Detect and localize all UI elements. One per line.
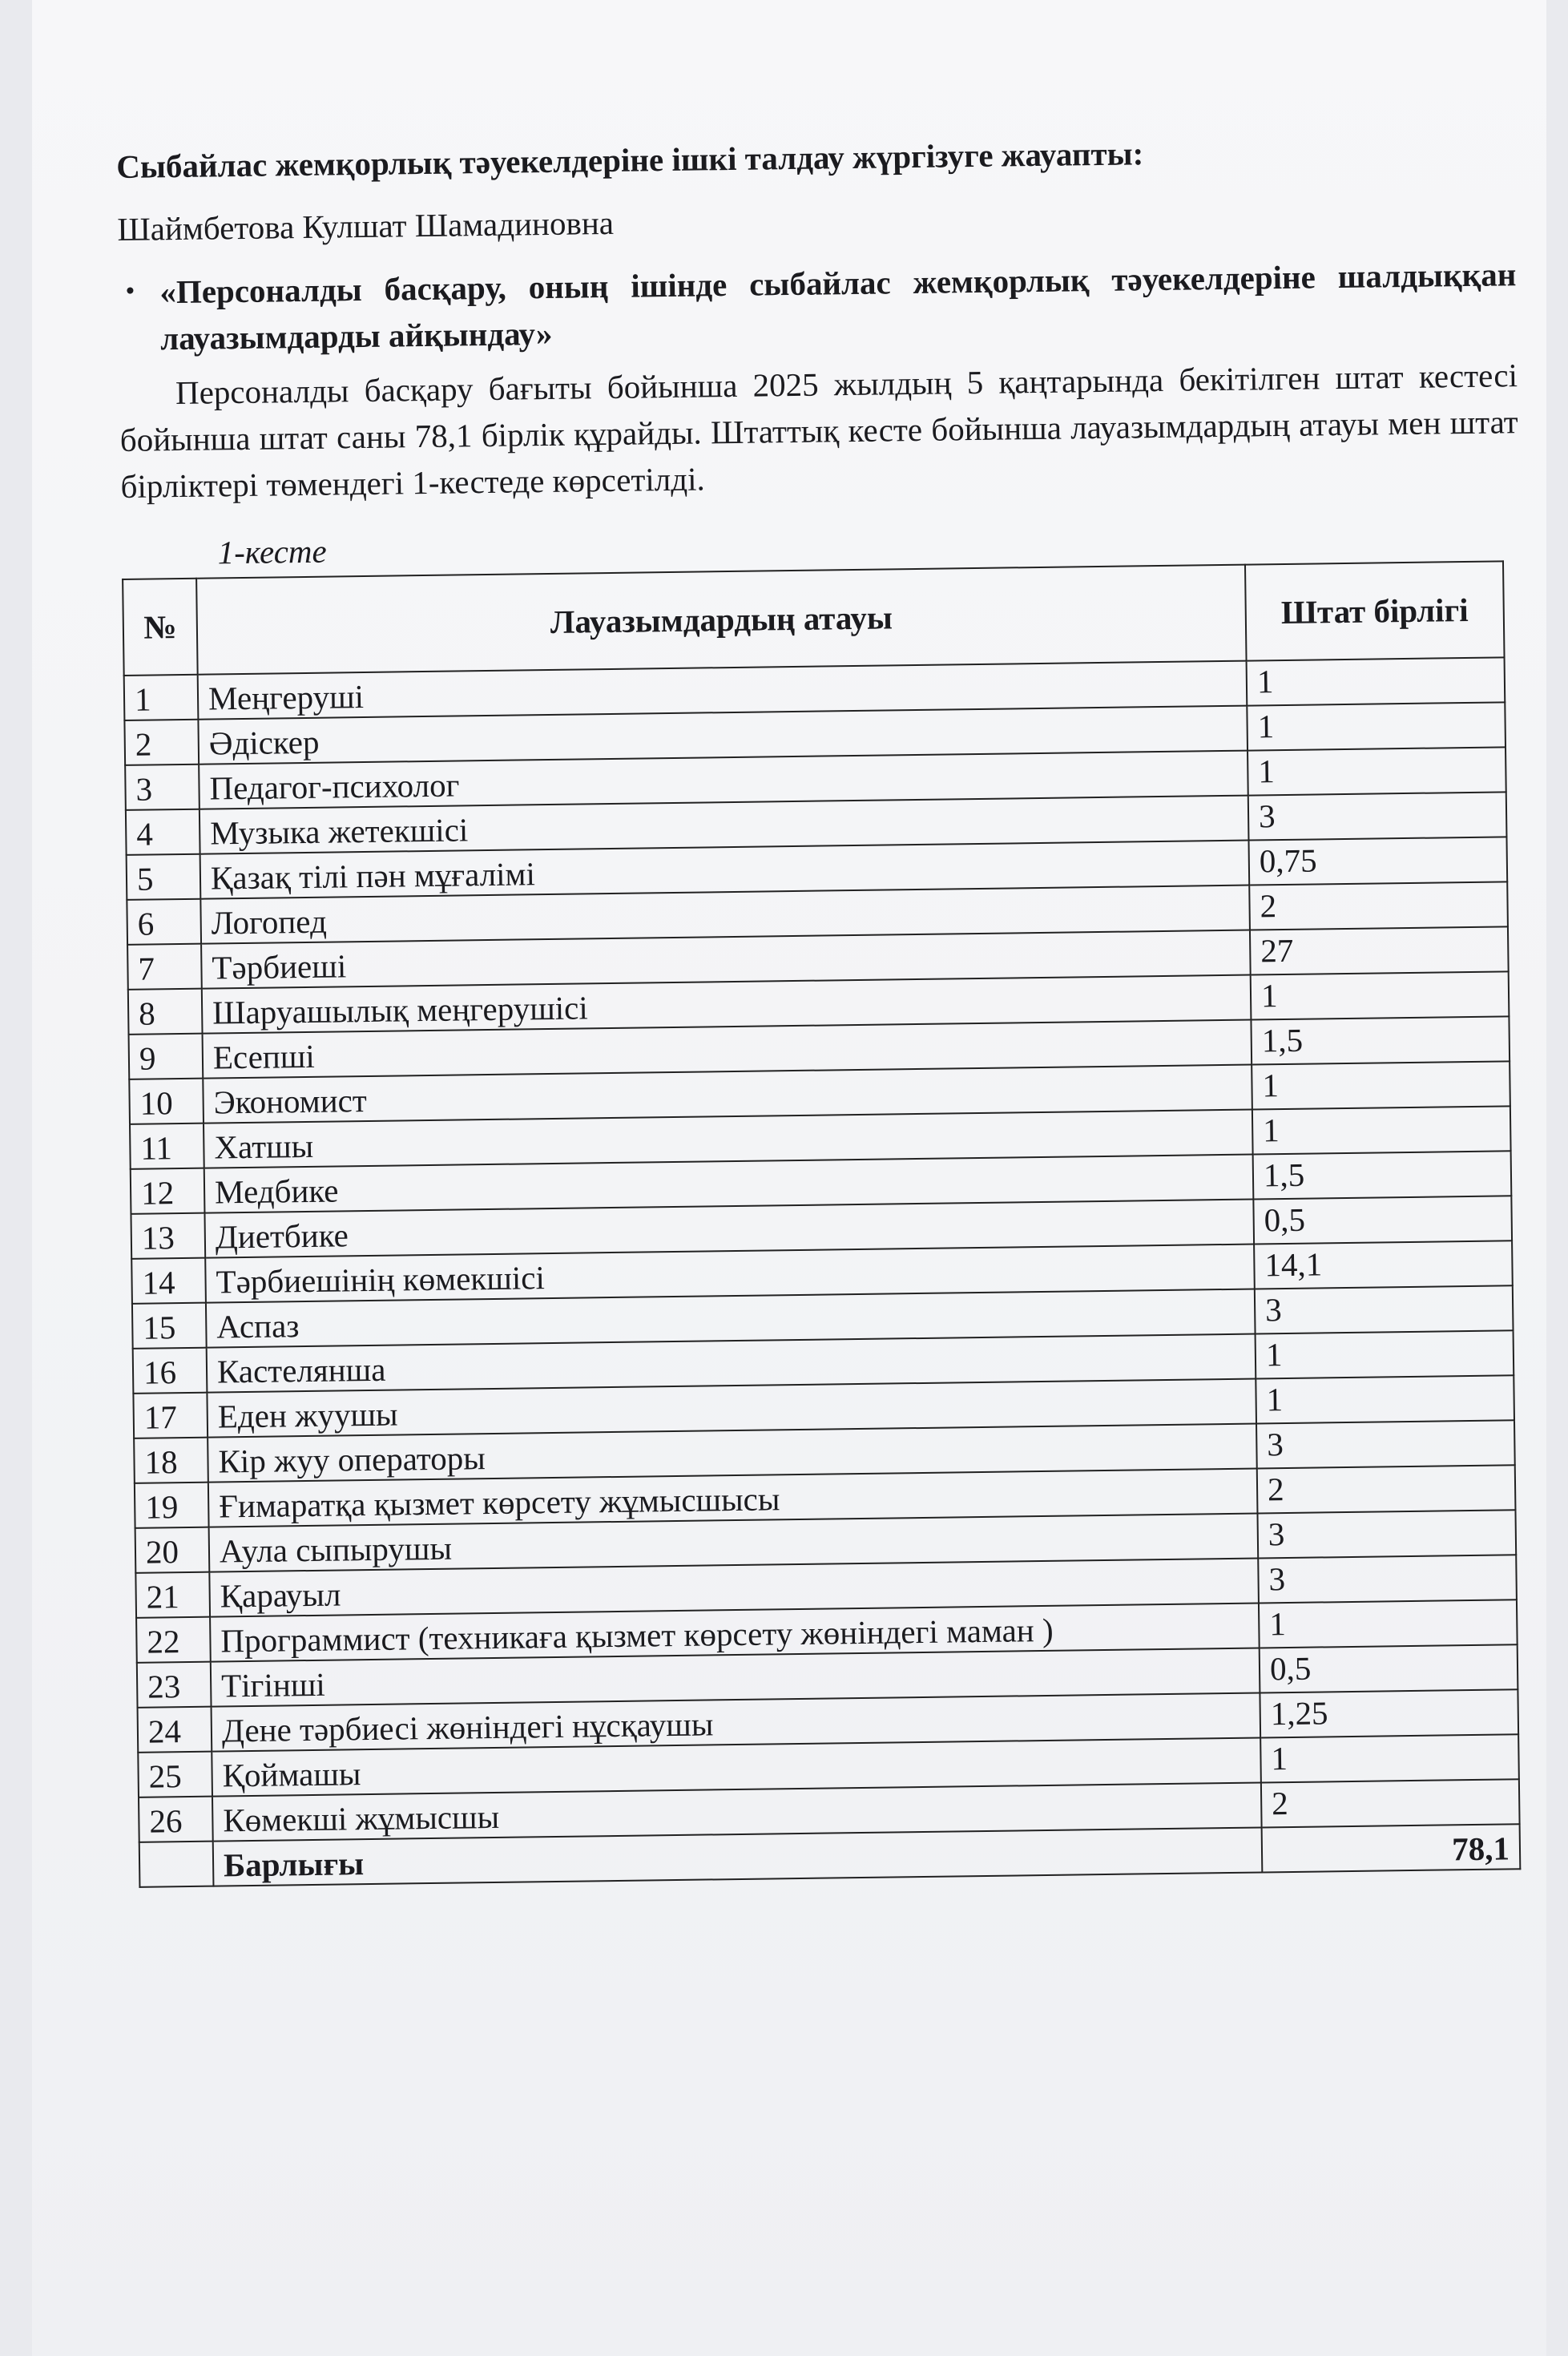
row-number: 23	[137, 1662, 212, 1708]
row-number: 11	[130, 1124, 204, 1169]
row-number: 4	[126, 809, 200, 855]
row-position-name: Кір жуу операторы	[208, 1424, 1257, 1483]
header-position-name: Лауазымдардың атауы	[196, 565, 1246, 675]
row-number: 8	[128, 989, 203, 1035]
document-page	[32, 0, 1546, 2356]
row-position-name: Логопед	[200, 886, 1250, 944]
row-staff-unit: 3	[1256, 1420, 1515, 1468]
table-body	[124, 657, 1520, 1842]
row-number: 24	[138, 1707, 212, 1753]
row-staff-unit: 1	[1251, 971, 1510, 1019]
row-staff-unit: 3	[1258, 1555, 1517, 1603]
row-position-name: Музыка жетекшісі	[200, 796, 1249, 854]
row-staff-unit: 1	[1247, 702, 1506, 750]
row-staff-unit: 1	[1248, 747, 1506, 795]
row-position-name: Қазақ тілі пән мұғалімі	[200, 841, 1250, 899]
bullet-title: «Персоналды басқару, оның ішінде сыбайлас жемқорлық тәуекелдеріне шалдыққан лауазымдарды айқындау»	[159, 256, 1517, 357]
row-staff-unit: 1,25	[1260, 1689, 1518, 1737]
row-position-name: Қоймашы	[212, 1737, 1261, 1796]
row-staff-unit: 3	[1257, 1510, 1516, 1558]
row-position-name: Хатшы	[204, 1110, 1253, 1168]
row-staff-unit: 3	[1248, 792, 1507, 840]
row-position-name: Диетбике	[204, 1200, 1254, 1258]
responsible-person: Шаймбетова Кулшат Шамадиновна	[117, 204, 615, 248]
row-position-name: Көмекші жұмысшы	[212, 1782, 1262, 1841]
row-staff-unit: 1	[1252, 1061, 1510, 1109]
row-position-name: Дене тәрбиесі жөніндегі нұсқаушы	[212, 1692, 1261, 1751]
row-number: 22	[136, 1617, 211, 1663]
row-position-name: Экономист	[203, 1065, 1252, 1124]
row-number: 12	[131, 1168, 205, 1214]
row-position-name: Аула сыпырушы	[209, 1514, 1259, 1572]
page-content	[116, 126, 1537, 1888]
row-number: 13	[131, 1213, 205, 1259]
row-number: 18	[134, 1438, 208, 1483]
row-position-name: Аспаз	[206, 1289, 1256, 1348]
staff-table	[122, 560, 1521, 1887]
total-value: 78,1	[1262, 1824, 1521, 1872]
row-number: 20	[135, 1527, 210, 1573]
row-staff-unit: 1	[1252, 1106, 1511, 1154]
body-paragraph: Персоналды басқару бағыты бойынша 2025 жылдың 5 қаңтарында бекітілген штат кестесі бойынша штат саны 78,1 бірлік құрайды. Штаттық кесте бойынша лауазымдардың атауы мен штат бірліктері төмендегі 1-кестеде көрсетілді.	[119, 357, 1518, 505]
row-position-name: Тәрбиеші	[201, 930, 1251, 989]
row-number: 16	[133, 1348, 208, 1394]
row-number: 10	[129, 1079, 204, 1124]
row-number: 19	[135, 1483, 209, 1528]
row-staff-unit: 27	[1250, 926, 1509, 974]
total-empty-cell	[139, 1842, 214, 1887]
row-staff-unit: 0,75	[1248, 837, 1507, 885]
row-position-name: Кастелянша	[207, 1334, 1256, 1393]
row-staff-unit: 3	[1255, 1285, 1514, 1333]
bullet-item	[118, 251, 1517, 362]
row-staff-unit: 1,5	[1253, 1151, 1512, 1199]
row-number: 2	[124, 720, 199, 765]
row-number: 21	[135, 1572, 210, 1618]
row-staff-unit: 1	[1247, 657, 1506, 705]
row-staff-unit: 2	[1249, 881, 1508, 930]
total-label: Барлығы	[213, 1827, 1263, 1886]
table-caption: 1-кесте	[217, 532, 327, 571]
row-position-name: Әдіскер	[198, 706, 1248, 764]
section-heading: Сыбайлас жемқорлық тәуекелдеріне ішкі талдау жүргізуге жауапты:	[116, 135, 1144, 185]
row-number: 14	[131, 1258, 206, 1304]
table-header-row	[123, 561, 1504, 676]
row-number: 9	[129, 1034, 204, 1079]
row-staff-unit: 1	[1256, 1330, 1514, 1378]
row-position-name: Тәрбиешінің көмекшісі	[205, 1245, 1255, 1303]
row-number: 7	[127, 944, 202, 990]
row-staff-unit: 2	[1257, 1465, 1516, 1513]
row-position-name: Педагог-психолог	[199, 751, 1248, 809]
header-staff-unit: Штат бірлігі	[1245, 561, 1505, 660]
row-number: 26	[139, 1797, 213, 1842]
row-position-name: Еден жуушы	[207, 1379, 1256, 1438]
row-number: 15	[132, 1303, 207, 1349]
row-staff-unit: 1	[1260, 1734, 1519, 1782]
row-staff-unit: 1	[1259, 1600, 1518, 1648]
row-staff-unit: 1	[1256, 1375, 1514, 1423]
row-position-name: Программист (техникаға қызмет көрсету жөніндегі маман )	[210, 1603, 1260, 1661]
row-position-name: Ғимаратқа қызмет көрсету жұмысшысы	[208, 1469, 1258, 1527]
row-number: 25	[138, 1752, 212, 1797]
row-position-name: Қарауыл	[209, 1558, 1259, 1616]
row-position-name: Шаруашылық меңгерушісі	[202, 975, 1252, 1034]
header-number: №	[123, 579, 198, 676]
row-position-name: Медбике	[204, 1155, 1254, 1213]
row-staff-unit: 0,5	[1253, 1196, 1512, 1244]
row-position-name: Меңгеруші	[198, 661, 1248, 720]
row-number: 1	[124, 675, 199, 720]
row-staff-unit: 1,5	[1251, 1016, 1510, 1064]
row-staff-unit: 14,1	[1254, 1241, 1513, 1289]
row-number: 17	[133, 1393, 208, 1438]
row-staff-unit: 0,5	[1260, 1644, 1518, 1692]
bullet-marker: •	[125, 276, 135, 306]
row-number: 6	[127, 899, 201, 945]
row-number: 5	[127, 854, 201, 900]
row-position-name: Тігінші	[211, 1648, 1260, 1706]
row-staff-unit: 2	[1261, 1779, 1520, 1827]
row-position-name: Есепші	[203, 1020, 1252, 1079]
row-number: 3	[125, 764, 200, 810]
